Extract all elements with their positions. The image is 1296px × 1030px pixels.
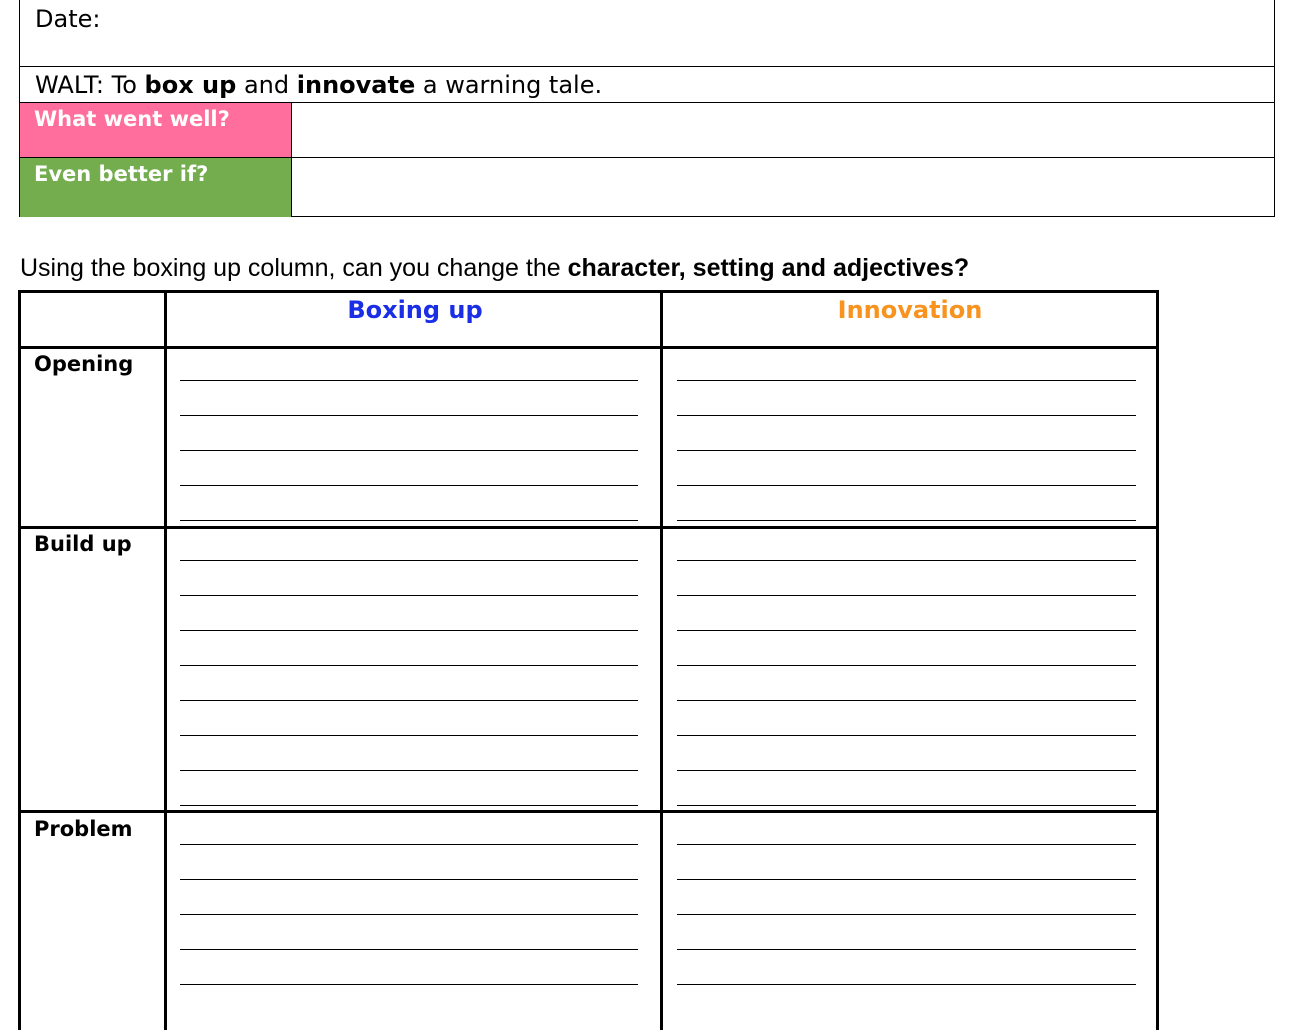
header-table — [19, 0, 1275, 217]
walt-prefix: WALT: To — [35, 71, 145, 99]
innovation-writing-line-opening[interactable] — [677, 415, 1136, 416]
boxing-up-writing-line-problem[interactable] — [180, 844, 638, 845]
even-better-if-label: Even better if? — [20, 158, 292, 217]
boxing-up-writing-line-build-up[interactable] — [180, 595, 638, 596]
grid-divider-opening — [18, 526, 1159, 529]
grid-border-top — [18, 290, 1159, 293]
innovation-writing-line-build-up[interactable] — [677, 735, 1136, 736]
row-label-problem: Problem — [34, 817, 133, 841]
boxing-up-writing-line-opening[interactable] — [180, 415, 638, 416]
innovation-writing-line-build-up[interactable] — [677, 665, 1136, 666]
innovation-writing-line-problem[interactable] — [677, 984, 1136, 985]
even-better-if-row[interactable] — [20, 158, 1274, 217]
walt-objective — [35, 71, 602, 99]
innovation-writing-line-build-up[interactable] — [677, 630, 1136, 631]
grid-divider-middle — [660, 290, 663, 1030]
what-went-well-label: What went well? — [20, 103, 292, 157]
boxing-up-writing-line-build-up[interactable] — [180, 700, 638, 701]
date-row[interactable] — [20, 0, 1274, 67]
innovation-writing-line-problem[interactable] — [677, 914, 1136, 915]
boxing-up-writing-line-problem[interactable] — [180, 949, 638, 950]
innovation-writing-line-build-up[interactable] — [677, 805, 1136, 806]
what-went-well-row[interactable] — [20, 103, 1274, 158]
boxing-up-writing-line-build-up[interactable] — [180, 665, 638, 666]
boxing-up-writing-line-opening[interactable] — [180, 485, 638, 486]
boxing-up-writing-line-build-up[interactable] — [180, 770, 638, 771]
boxing-up-writing-line-build-up[interactable] — [180, 805, 638, 806]
boxing-up-writing-line-build-up[interactable] — [180, 735, 638, 736]
walt-suffix: a warning tale. — [415, 71, 603, 99]
boxing-up-writing-line-problem[interactable] — [180, 914, 638, 915]
grid-divider-header — [18, 346, 1159, 349]
boxing-up-writing-line-opening[interactable] — [180, 380, 638, 381]
innovation-writing-line-opening[interactable] — [677, 520, 1136, 521]
innovation-writing-line-build-up[interactable] — [677, 560, 1136, 561]
instruction-prefix: Using the boxing up column, can you change the — [20, 254, 568, 282]
walt-innovate: innovate — [296, 71, 416, 99]
boxing-up-writing-line-problem[interactable] — [180, 879, 638, 880]
innovation-writing-line-problem[interactable] — [677, 844, 1136, 845]
innovation-writing-line-opening[interactable] — [677, 450, 1136, 451]
innovation-writing-line-build-up[interactable] — [677, 770, 1136, 771]
instruction-text — [20, 254, 969, 283]
row-label-build-up: Build up — [34, 532, 132, 556]
innovation-writing-line-problem[interactable] — [677, 879, 1136, 880]
innovation-writing-line-problem[interactable] — [677, 949, 1136, 950]
innovation-writing-line-opening[interactable] — [677, 485, 1136, 486]
column-header-boxing-up: Boxing up — [347, 296, 483, 324]
walt-row — [20, 67, 1274, 103]
grid-border-right — [1156, 290, 1159, 1030]
boxing-up-writing-line-problem[interactable] — [180, 984, 638, 985]
row-label-opening: Opening — [34, 352, 134, 376]
innovation-writing-line-build-up[interactable] — [677, 700, 1136, 701]
grid-border-left — [18, 290, 21, 1030]
boxing-up-writing-line-build-up[interactable] — [180, 630, 638, 631]
boxing-up-writing-line-build-up[interactable] — [180, 560, 638, 561]
walt-box-up: box up — [144, 71, 237, 99]
boxing-up-writing-line-opening[interactable] — [180, 520, 638, 521]
date-label: Date: — [35, 5, 101, 33]
column-header-innovation: Innovation — [837, 296, 983, 324]
walt-mid: and — [236, 71, 297, 99]
innovation-writing-line-opening[interactable] — [677, 380, 1136, 381]
instruction-bold: character, setting and adjectives? — [567, 254, 970, 282]
boxing-up-table — [18, 290, 1159, 1030]
grid-divider-label — [164, 290, 167, 1030]
innovation-writing-line-build-up[interactable] — [677, 595, 1136, 596]
grid-divider-buildup — [18, 810, 1159, 813]
boxing-up-writing-line-opening[interactable] — [180, 450, 638, 451]
